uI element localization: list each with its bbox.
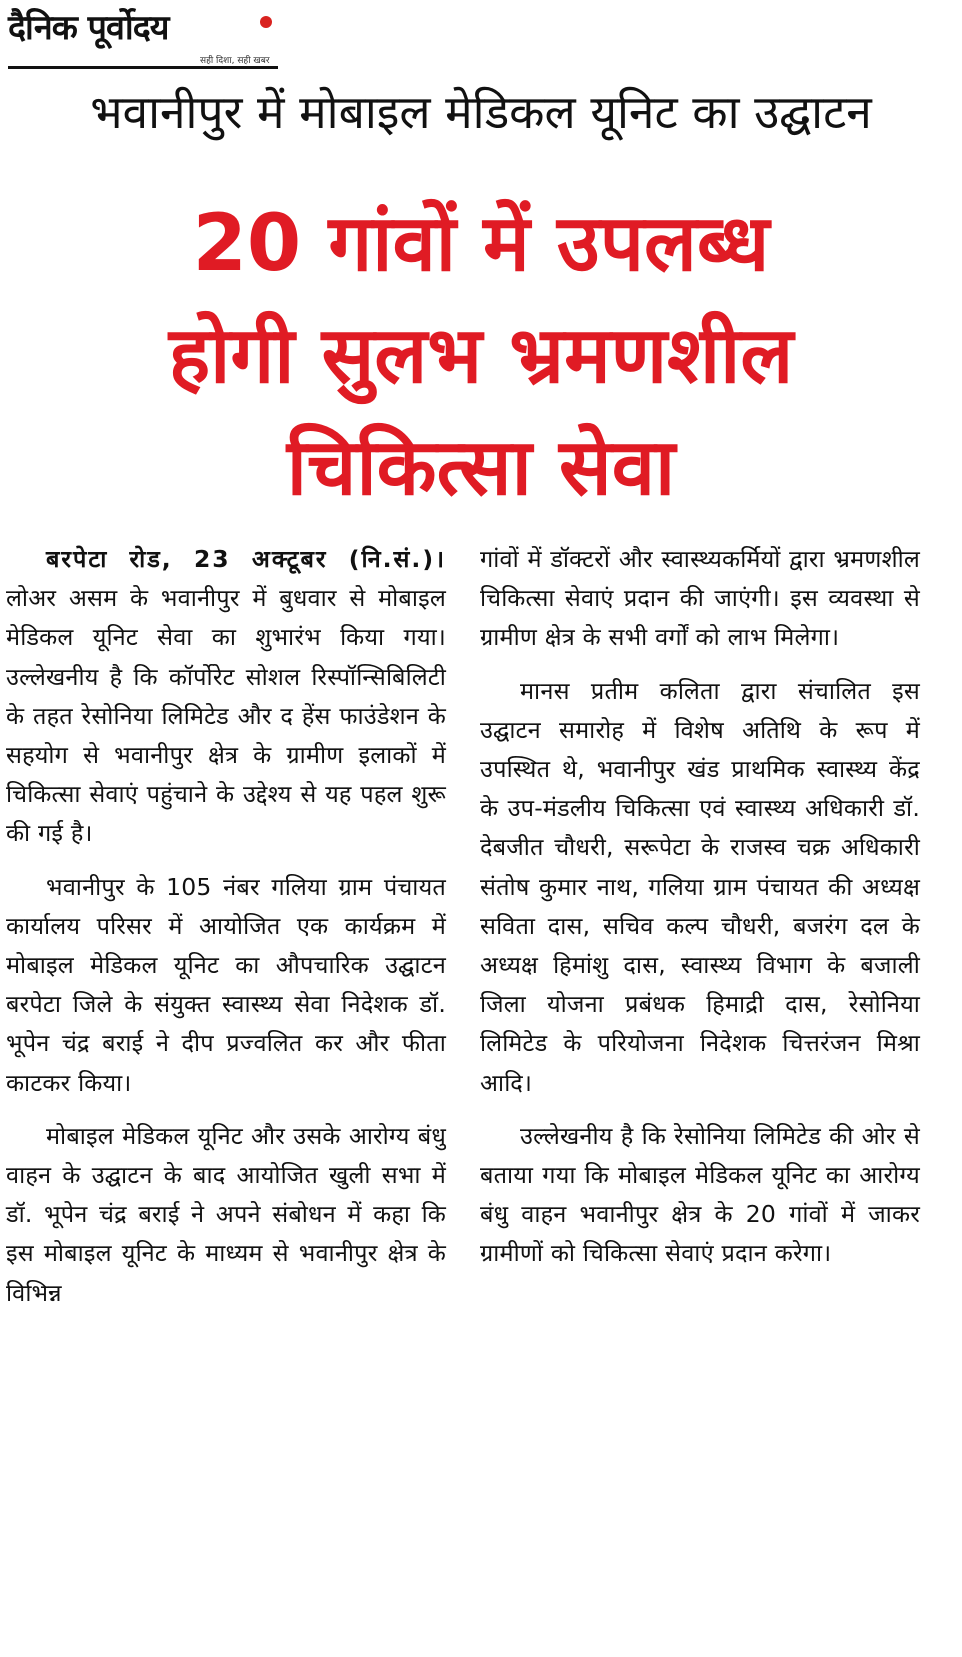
masthead-rule	[8, 66, 278, 69]
article-paragraph: मानस प्रतीम कलिता द्वारा संचालित इस उद्घाटन समारोह में विशेष अतिथि के रूप में उपस्थित थे, भवानीपुर खंड प्राथमिक स्वास्थ्य केंद्र के उप-मंडलीय चिकित्सा एवं स्वास्थ्य अधिकारी डॉ. देबजीत चौधरी, सरूपेटा के राजस्व चक्र अधिकारी संतोष कुमार नाथ, गलिया ग्राम पंचायत की अध्यक्ष सविता दास, सचिव कल्प चौधरी, बजरंग दल के अध्यक्ष हिमांशु दास, स्वास्थ्य विभाग के बजाली जिला योजना प्रबंधक हिमाद्री दास, रेसोनिया लिमिटेड के परियोजना निदेशक चित्तरंजन मिश्रा आदि।	[480, 676, 920, 1097]
kicker-headline: भवानीपुर में मोबाइल मेडिकल यूनिट का उद्घाटन	[90, 85, 872, 139]
paragraph-text: लोअर असम के भवानीपुर में बुधवार से मोबाइल मेडिकल यूनिट सेवा का शुभारंभ किया गया। उल्लेखनीय है कि कॉर्पोरेट सोशल रिस्पॉन्सिबिलिटी के तहत रेसोनिया लिमिटेड और द हेंस फाउंडेशन के सहयोग से भवानीपुर क्षेत्र के ग्रामीण इलाकों में चिकित्सा सेवाएं पहुंचाने के उद्देश्य से यह पहल शुरू की गई है।	[6, 584, 446, 848]
article-paragraph: भवानीपुर के 105 नंबर गलिया ग्राम पंचायत कार्यालय परिसर में आयोजित एक कार्यक्रम में मोबाइल मेडिकल यूनिट का औपचारिक उद्घाटन बरपेटा जिले के संयुक्त स्वास्थ्य सेवा निदेशक डॉ. भूपेन चंद्र बराई ने दीप प्रज्वलित कर और फीता काटकर किया।	[6, 872, 446, 1097]
logo-dot-icon	[260, 16, 272, 28]
newspaper-logo: दैनिक पूर्वोदय	[8, 8, 169, 48]
article-paragraph	[6, 540, 446, 854]
article-column-left	[6, 540, 446, 1327]
article-column-right	[480, 540, 920, 1288]
article-paragraph: मोबाइल मेडिकल यूनिट और उसके आरोग्य बंधु वाहन के उद्घाटन के बाद आयोजित खुली सभा में डॉ. भूपेन चंद्र बराई ने अपने संबोधन में कहा कि इस मोबाइल यूनिट के माध्यम से भवानीपुर क्षेत्र के विभिन्न	[6, 1121, 446, 1307]
main-headline	[0, 188, 962, 524]
headline-line: चिकित्सा सेवा	[286, 423, 676, 513]
masthead	[8, 6, 278, 68]
article-paragraph: उल्लेखनीय है कि रेसोनिया लिमिटेड की ओर से बताया गया कि मोबाइल मेडिकल यूनिट का आरोग्य बंधु वाहन भवानीपुर क्षेत्र के 20 गांवों में जाकर ग्रामीणों को चिकित्सा सेवाएं प्रदान करेगा।	[480, 1121, 920, 1268]
headline-line: होगी सुलभ भ्रमणशील	[168, 311, 794, 401]
dateline: बरपेटा रोड, 23 अक्टूबर (नि.सं.)।	[46, 545, 446, 573]
headline-line: 20 गांवों में उपलब्ध	[192, 199, 770, 289]
article-paragraph: गांवों में डॉक्टरों और स्वास्थ्यकर्मियों द्वारा भ्रमणशील चिकित्सा सेवाएं प्रदान की जाएंगी। इस व्यवस्था से ग्रामीण क्षेत्र के सभी वर्गों को लाभ मिलेगा।	[480, 545, 920, 652]
newspaper-tagline: सही दिशा, सही खबर	[200, 56, 270, 66]
